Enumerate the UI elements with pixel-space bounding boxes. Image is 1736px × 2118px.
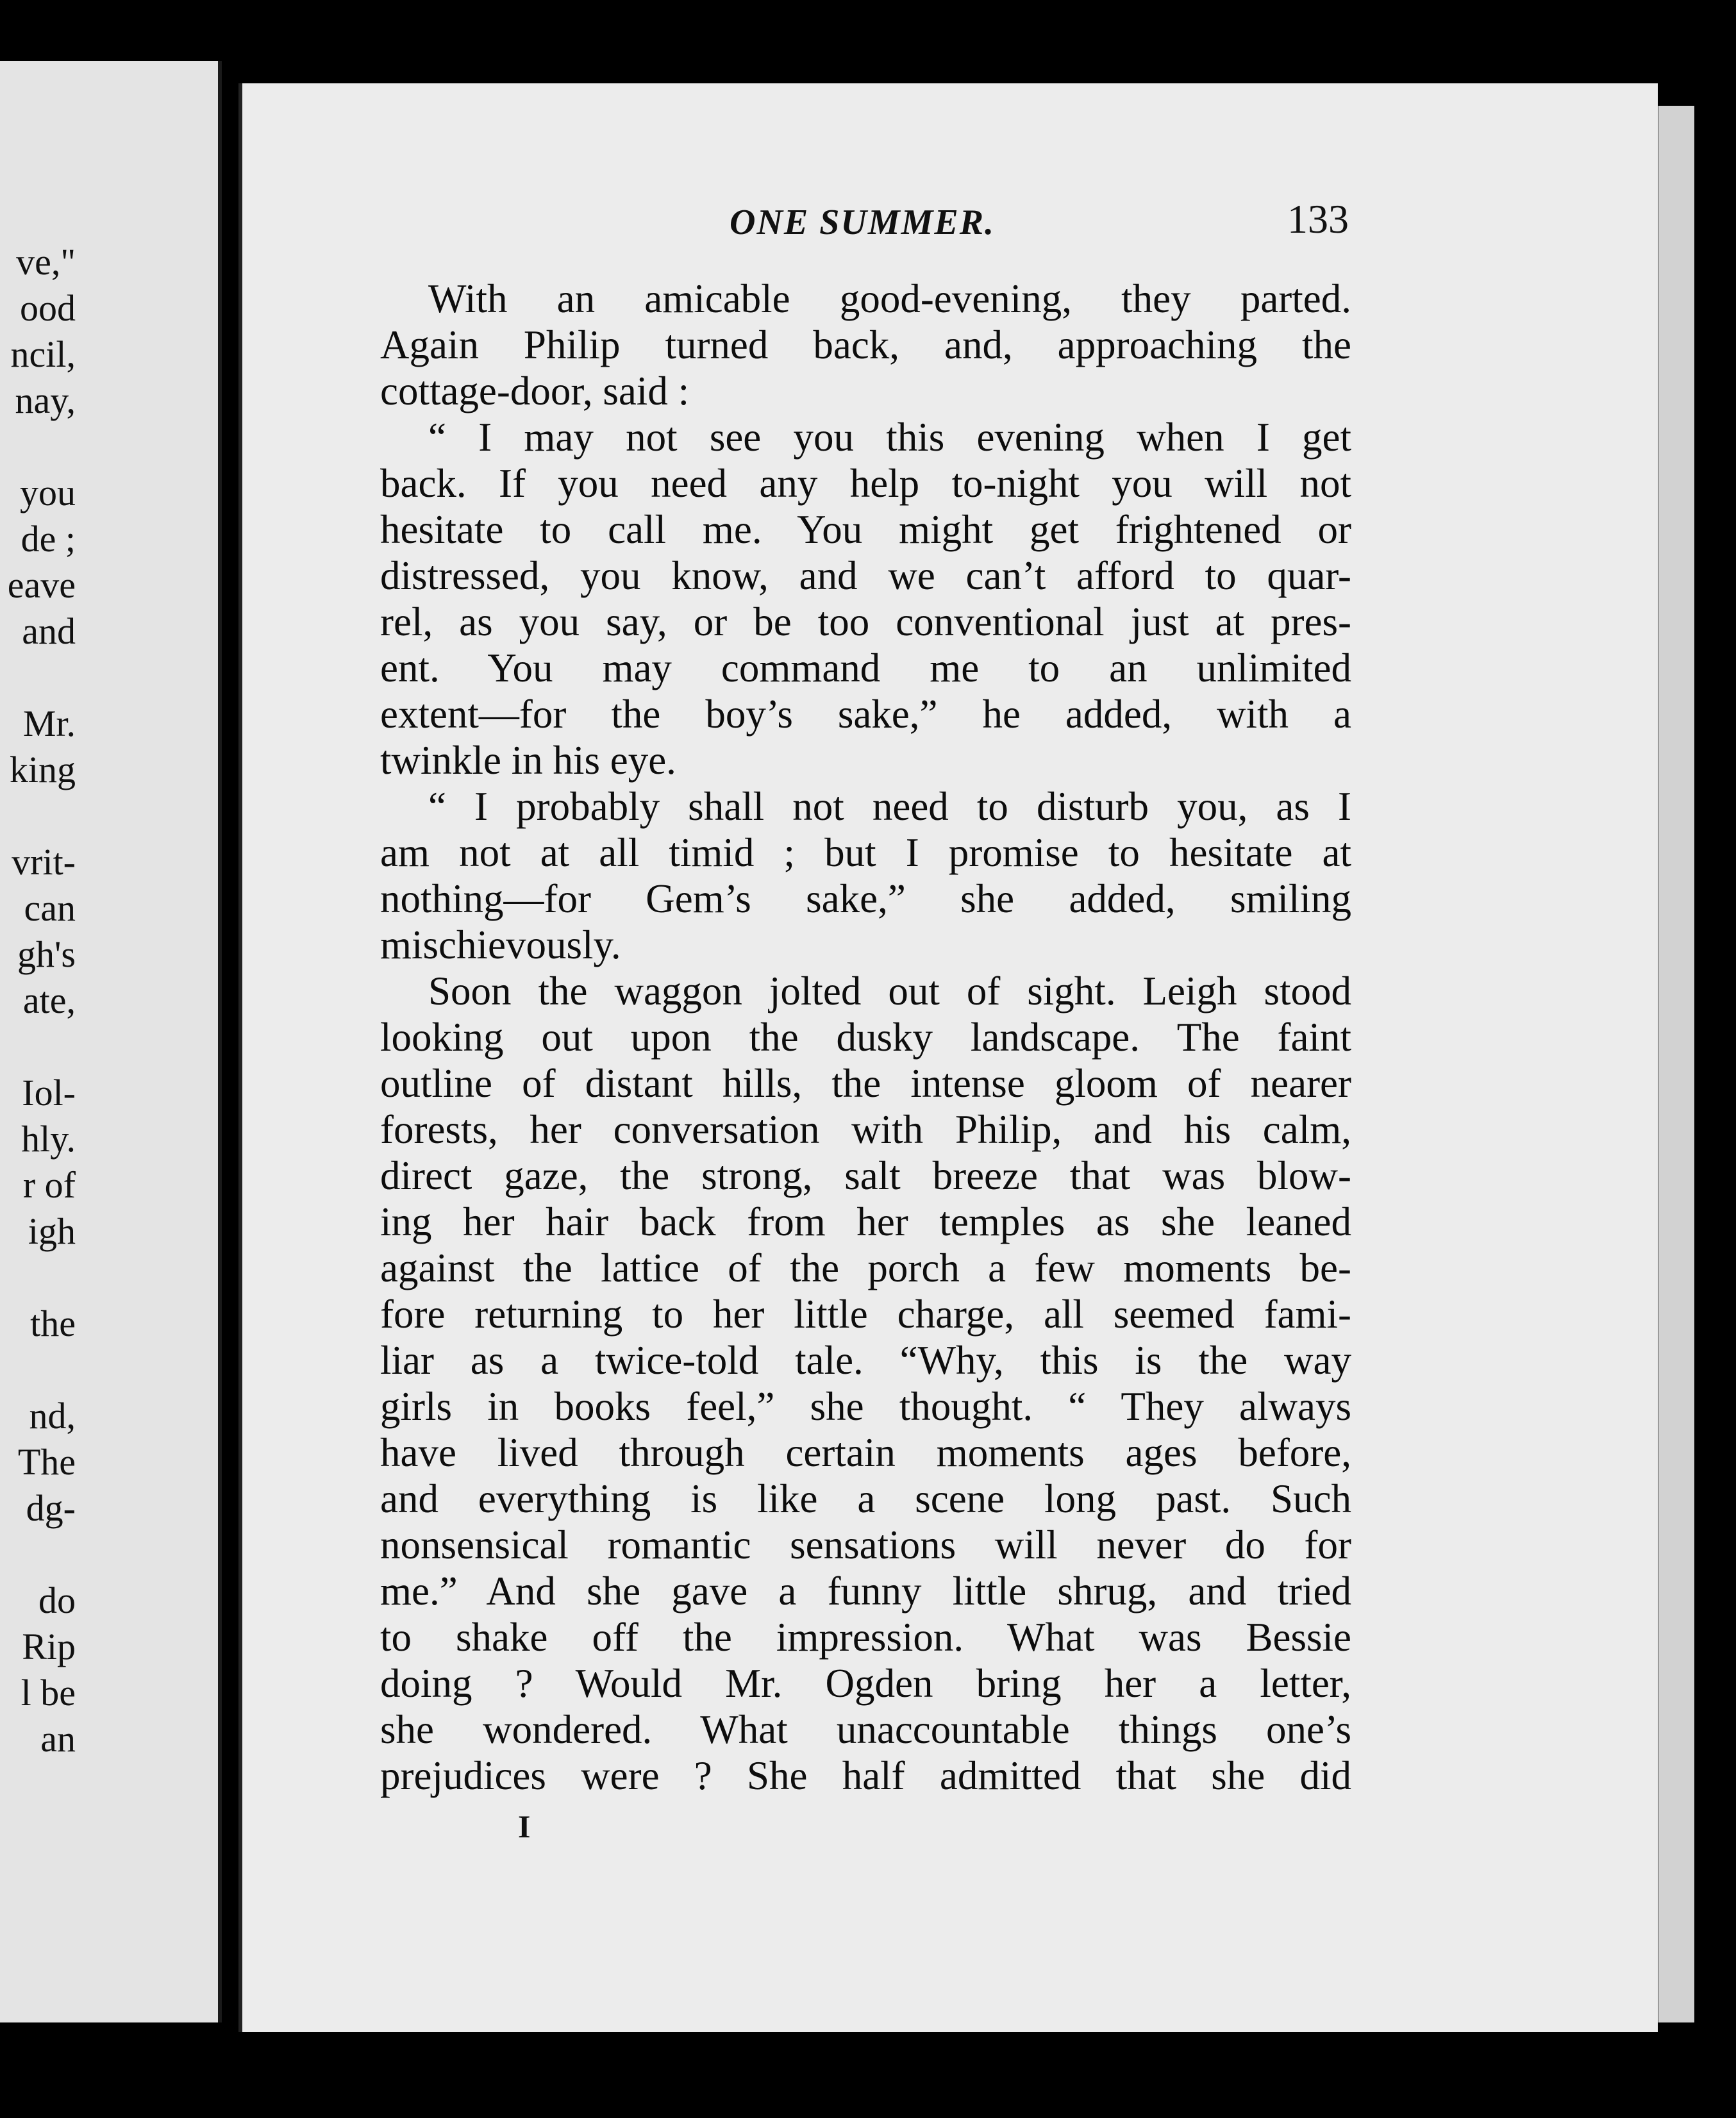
left-fragment-line — [8, 1024, 76, 1070]
left-fragment-line — [8, 655, 76, 701]
left-fragment-line: l be — [21, 1672, 76, 1714]
text-line: nonsensical romantic sensations will never do for — [380, 1522, 1351, 1567]
text-line: “ I may not see you this evening when I get — [428, 415, 1351, 460]
left-fragment-line: an — [40, 1718, 76, 1760]
text-line: Again Philip turned back, and, approaching the — [380, 322, 1351, 367]
text-line: ent. You may command me to an unlimited — [380, 646, 1351, 690]
text-line: fore returning to her little charge, all seemed fami- — [380, 1292, 1351, 1337]
left-fragment-line: nd, — [29, 1395, 76, 1437]
left-fragment-line: The — [17, 1441, 76, 1483]
left-fragment-line — [8, 793, 76, 839]
left-fragment-line: Iol- — [22, 1072, 76, 1113]
text-line: looking out upon the dusky landscape. The faint — [380, 1015, 1351, 1060]
left-page-text-fragments — [8, 239, 76, 1762]
left-fragment-line — [8, 1531, 76, 1578]
text-line: and everything is like a scene long past. Such — [380, 1476, 1351, 1521]
left-facing-page — [0, 61, 222, 2022]
text-line: have lived through certain moments ages before, — [380, 1430, 1351, 1475]
left-fragment-line: ate, — [22, 980, 76, 1021]
text-line: twinkle in his eye. — [380, 738, 676, 783]
left-fragment-line: nay, — [15, 379, 76, 421]
text-line: she wondered. What unaccountable things one’s — [380, 1707, 1351, 1752]
text-line: prejudices were ? She half admitted that she did — [380, 1753, 1351, 1798]
text-line: ing her hair back from her temples as she leaned — [380, 1199, 1351, 1244]
left-fragment-line — [8, 1347, 76, 1393]
left-fragment-line — [8, 1255, 76, 1301]
text-line: hesitate to call me. You might get frightened or — [380, 507, 1351, 552]
page-number: 133 — [1287, 196, 1349, 242]
left-fragment-line: Mr. — [22, 703, 76, 744]
page-header — [242, 196, 1658, 253]
text-line: nothing—for Gem’s sake,” she added, smiling — [380, 876, 1351, 921]
left-fragment-line: the — [30, 1303, 76, 1344]
left-fragment-line: hly. — [21, 1118, 76, 1160]
left-fragment-line: you — [20, 472, 76, 513]
left-fragment-line: vrit- — [12, 841, 76, 883]
page-body-text — [380, 276, 1351, 1799]
text-line: direct gaze, the strong, salt breeze that was blow- — [380, 1153, 1351, 1198]
left-fragment-line: eave — [7, 564, 76, 606]
text-line: doing ? Would Mr. Ogden bring her a letter, — [380, 1661, 1351, 1706]
text-line: am not at all timid ; but I promise to hesitate at — [380, 830, 1351, 875]
book-page — [238, 83, 1658, 2032]
left-fragment-line: can — [24, 887, 76, 929]
left-fragment-line: ve," — [16, 241, 76, 283]
text-line: outline of distant hills, the intense gloom of nearer — [380, 1061, 1351, 1106]
text-line: to shake off the impression. What was Bessie — [380, 1615, 1351, 1660]
text-line: distressed, you know, and we can’t afford to quar- — [380, 553, 1351, 598]
left-fragment-line: king — [9, 749, 76, 790]
text-line: girls in books feel,” she thought. “ They always — [380, 1384, 1351, 1429]
text-line: rel, as you say, or be too conventional just at pres- — [380, 599, 1351, 644]
left-fragment-line: r of — [22, 1164, 76, 1206]
left-fragment-line: ncil, — [10, 333, 76, 375]
text-line: extent—for the boy’s sake,” he added, with a — [380, 692, 1351, 737]
text-line: liar as a twice-told tale. “Why, this is the way — [380, 1338, 1351, 1383]
left-fragment-line: gh's — [17, 933, 76, 975]
running-title: ONE SUMMER. — [730, 203, 996, 242]
text-line: mischievously. — [380, 922, 621, 967]
left-fragment-line: Rip — [22, 1626, 76, 1667]
signature-mark: I — [518, 1808, 531, 1844]
left-fragment-line: dg- — [26, 1487, 76, 1529]
left-fragment-line: igh — [28, 1210, 76, 1252]
left-fragment-line: de ; — [21, 518, 76, 560]
left-fragment-line: do — [38, 1580, 76, 1621]
left-fragment-line: and — [22, 610, 76, 652]
left-fragment-line: ood — [20, 287, 76, 329]
text-line: Soon the waggon jolted out of sight. Leigh stood — [428, 969, 1351, 1013]
next-page-edge — [1657, 106, 1694, 2022]
text-line: back. If you need any help to-night you will not — [380, 461, 1351, 506]
text-line: “ I probably shall not need to disturb you, as I — [428, 784, 1351, 829]
text-line: me.” And she gave a funny little shrug, and tried — [380, 1569, 1351, 1614]
text-line: forests, her conversation with Philip, and his calm, — [380, 1107, 1351, 1152]
text-line: cottage-door, said : — [380, 369, 690, 413]
left-fragment-line — [8, 424, 76, 470]
text-line: against the lattice of the porch a few moments be- — [380, 1246, 1351, 1290]
text-line: With an amicable good-evening, they parted. — [428, 276, 1351, 321]
